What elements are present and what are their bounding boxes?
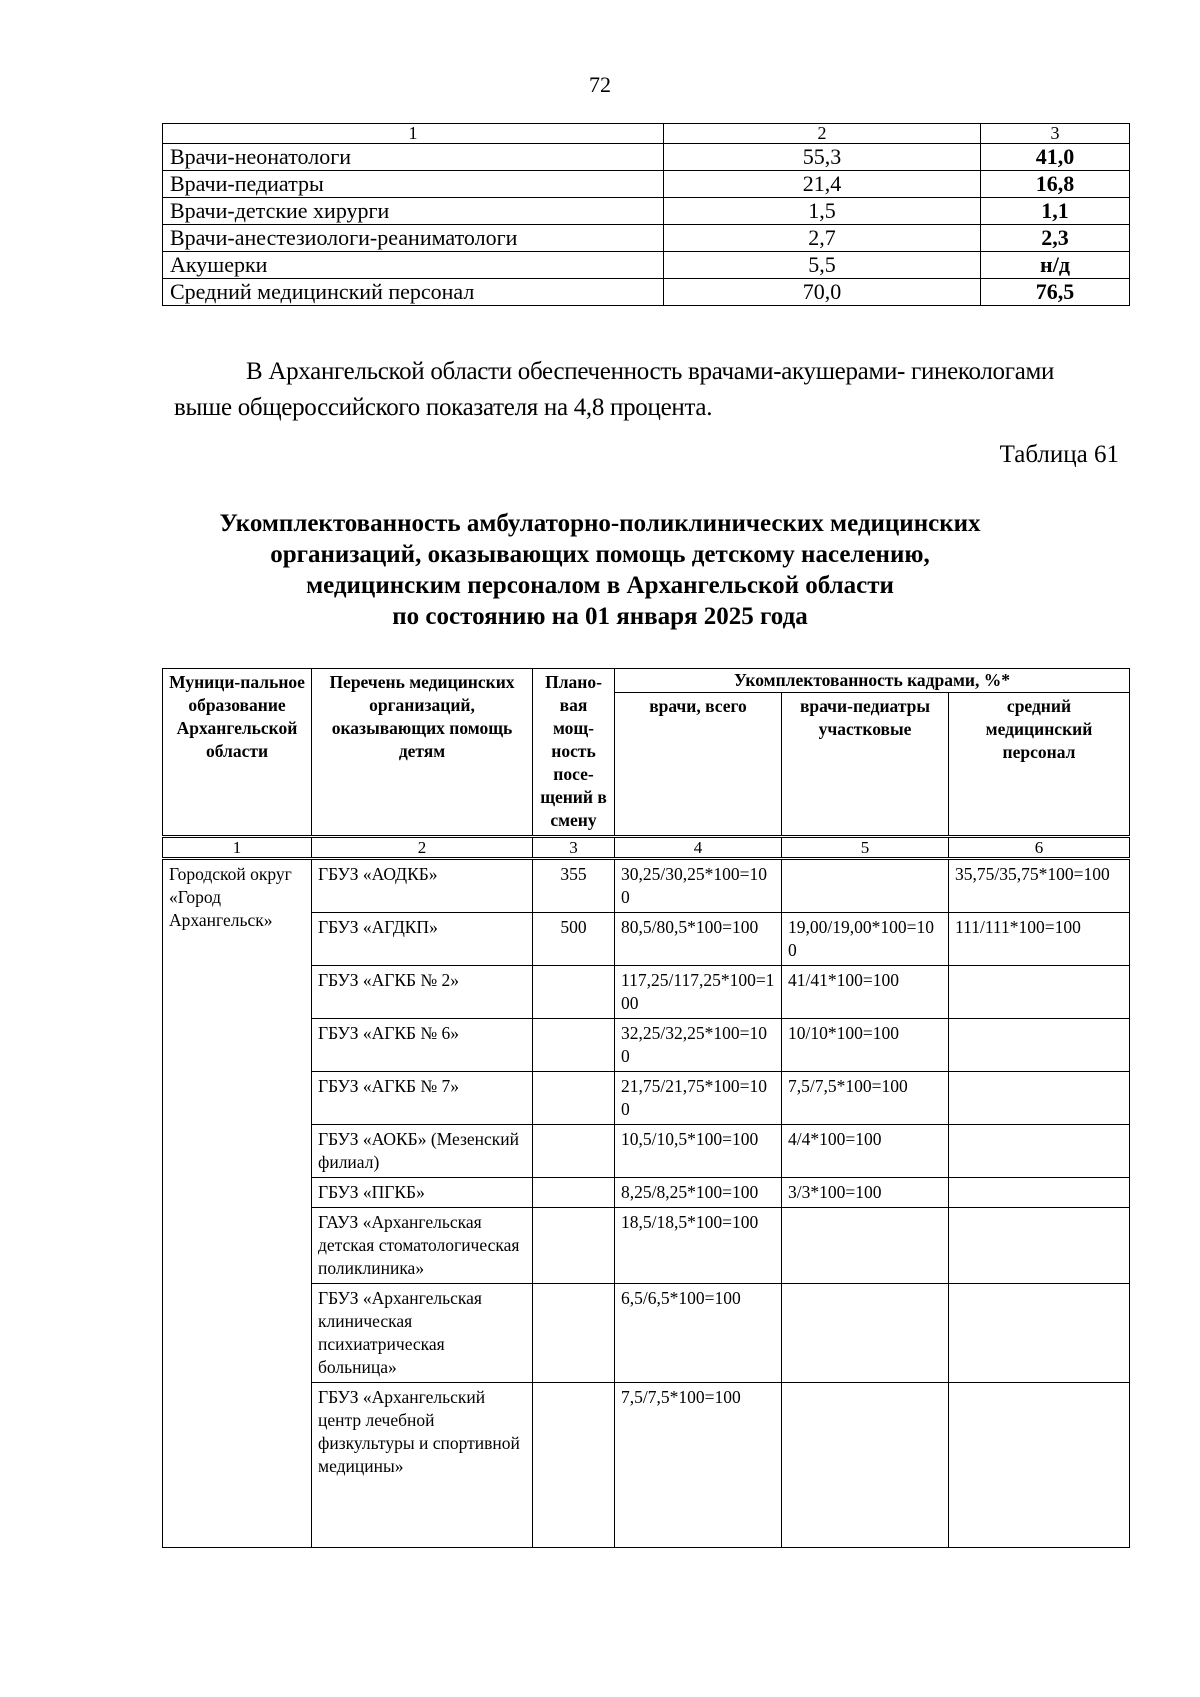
table-row bbox=[163, 279, 1130, 306]
header-row bbox=[163, 669, 1130, 693]
column-number-row bbox=[163, 837, 1130, 859]
top-table-header bbox=[163, 124, 1130, 144]
pediatricians-cell: 4/4*100=100 bbox=[782, 1125, 949, 1178]
pediatricians-cell: 7,5/7,5*100=100 bbox=[782, 1072, 949, 1125]
header-organizations: Перечень медицинских организаций, оказывающих помощь детям bbox=[312, 669, 533, 837]
nurses-cell bbox=[949, 966, 1130, 1019]
org-cell: ГБУЗ «АОКБ» (Мезенский филиал) bbox=[312, 1125, 533, 1178]
doctors-cell: 80,5/80,5*100=100 bbox=[615, 913, 782, 966]
column-number: 4 bbox=[615, 837, 782, 859]
title-line: медицинским персоналом в Архангельской области bbox=[306, 572, 894, 599]
paragraph-line: В Архангельской области обеспеченность врачами-акушерами- гинекологами bbox=[246, 358, 1055, 385]
row-label: Врачи-неонатологи bbox=[163, 144, 664, 171]
staffing-table bbox=[162, 668, 1130, 1548]
column-number: 6 bbox=[949, 837, 1130, 859]
capacity-cell bbox=[533, 1178, 615, 1208]
row-value: 21,4 bbox=[664, 171, 981, 198]
doctors-cell: 32,25/32,25*100=100 bbox=[615, 1019, 782, 1072]
doctors-cell: 21,75/21,75*100=100 bbox=[615, 1072, 782, 1125]
header-cell: 2 bbox=[664, 124, 981, 144]
doctors-cell: 6,5/6,5*100=100 bbox=[615, 1284, 782, 1383]
nurses-cell bbox=[949, 1178, 1130, 1208]
doctors-cell: 7,5/7,5*100=100 bbox=[615, 1383, 782, 1548]
capacity-cell: 355 bbox=[533, 859, 615, 913]
column-number: 2 bbox=[312, 837, 533, 859]
capacity-cell bbox=[533, 1125, 615, 1178]
row-value-bold: н/д bbox=[981, 252, 1130, 279]
nurses-cell bbox=[949, 1019, 1130, 1072]
row-value: 55,3 bbox=[664, 144, 981, 171]
table-row bbox=[163, 144, 1130, 171]
header-pediatricians: врачи-педиатры участковые bbox=[782, 693, 949, 837]
row-value: 70,0 bbox=[664, 279, 981, 306]
capacity-cell bbox=[533, 1383, 615, 1548]
org-cell: ГБУЗ «Архангельский центр лечебной физкультуры и спортивной медицины» bbox=[312, 1383, 533, 1548]
top-table bbox=[162, 123, 1130, 306]
body-paragraph bbox=[174, 354, 1129, 426]
pediatricians-cell bbox=[782, 859, 949, 913]
row-label: Врачи-анестезиологи-реаниматологи bbox=[163, 225, 664, 252]
table-row bbox=[163, 252, 1130, 279]
doctors-cell: 10,5/10,5*100=100 bbox=[615, 1125, 782, 1178]
column-number: 5 bbox=[782, 837, 949, 859]
doctors-cell: 18,5/18,5*100=100 bbox=[615, 1208, 782, 1284]
row-value-bold: 41,0 bbox=[981, 144, 1130, 171]
org-cell: ГБУЗ «ПГКБ» bbox=[312, 1178, 533, 1208]
doctors-cell: 8,25/8,25*100=100 bbox=[615, 1178, 782, 1208]
row-label: Врачи-педиатры bbox=[163, 171, 664, 198]
pediatricians-cell: 19,00/19,00*100=100 bbox=[782, 913, 949, 966]
header-doctors: врачи, всего bbox=[615, 693, 782, 837]
capacity-cell bbox=[533, 966, 615, 1019]
header-cell: 3 bbox=[981, 124, 1130, 144]
row-value: 5,5 bbox=[664, 252, 981, 279]
capacity-cell bbox=[533, 1019, 615, 1072]
nurses-cell bbox=[949, 1284, 1130, 1383]
header-capacity: Плано-вая мощ-ность посе-щений в смену bbox=[533, 669, 615, 837]
nurses-cell bbox=[949, 1208, 1130, 1284]
doctors-cell: 117,25/117,25*100=100 bbox=[615, 966, 782, 1019]
row-label: Врачи-детские хирурги bbox=[163, 198, 664, 225]
column-number: 1 bbox=[163, 837, 312, 859]
header-staffing-group: Укомплектованность кадрами, %* bbox=[615, 669, 1130, 693]
capacity-cell bbox=[533, 1208, 615, 1284]
pediatricians-cell bbox=[782, 1383, 949, 1548]
page-number: 72 bbox=[589, 72, 611, 97]
table-row bbox=[163, 225, 1130, 252]
title-line: по состоянию на 01 января 2025 года bbox=[392, 603, 808, 630]
nurses-cell bbox=[949, 1383, 1130, 1548]
pediatricians-cell bbox=[782, 1208, 949, 1284]
table-row bbox=[163, 171, 1130, 198]
row-label: Средний медицинский персонал bbox=[163, 279, 664, 306]
row-label: Акушерки bbox=[163, 252, 664, 279]
row-value-bold: 1,1 bbox=[981, 198, 1130, 225]
org-cell: ГБУЗ «АГДКП» bbox=[312, 913, 533, 966]
org-cell: ГБУЗ «АГКБ № 6» bbox=[312, 1019, 533, 1072]
pediatricians-cell: 41/41*100=100 bbox=[782, 966, 949, 1019]
org-cell: ГБУЗ «АОДКБ» bbox=[312, 859, 533, 913]
table-row bbox=[163, 198, 1130, 225]
capacity-cell bbox=[533, 1072, 615, 1125]
nurses-cell bbox=[949, 1072, 1130, 1125]
header-municipality: Муници-пальное образование Архангельской области bbox=[163, 669, 312, 837]
pediatricians-cell bbox=[782, 1284, 949, 1383]
table-title bbox=[150, 508, 1050, 632]
capacity-cell: 500 bbox=[533, 913, 615, 966]
row-value-bold: 76,5 bbox=[981, 279, 1130, 306]
row-value: 1,5 bbox=[664, 198, 981, 225]
org-cell: ГБУЗ «Архангельская клиническая психиатрическая больница» bbox=[312, 1284, 533, 1383]
row-value-bold: 2,3 bbox=[981, 225, 1130, 252]
nurses-cell: 111/111*100=100 bbox=[949, 913, 1130, 966]
paragraph-line: выше общероссийского показателя на 4,8 процента. bbox=[174, 394, 713, 421]
org-cell: ГАУЗ «Архангельская детская стоматологическая поликлиника» bbox=[312, 1208, 533, 1284]
pediatricians-cell: 10/10*100=100 bbox=[782, 1019, 949, 1072]
capacity-cell bbox=[533, 1284, 615, 1383]
nurses-cell bbox=[949, 1125, 1130, 1178]
table-label: Таблица 61 bbox=[999, 441, 1119, 468]
header-nurses: средний медицинский персонал bbox=[949, 693, 1130, 837]
row-value-bold: 16,8 bbox=[981, 171, 1130, 198]
pediatricians-cell: 3/3*100=100 bbox=[782, 1178, 949, 1208]
org-cell: ГБУЗ «АГКБ № 2» bbox=[312, 966, 533, 1019]
table-row bbox=[163, 859, 1130, 913]
header-cell: 1 bbox=[163, 124, 664, 144]
title-line: Укомплектованность амбулаторно-поликлинических медицинских bbox=[219, 510, 981, 537]
title-line: организаций, оказывающих помощь детскому населению, bbox=[270, 541, 930, 568]
doctors-cell: 30,25/30,25*100=100 bbox=[615, 859, 782, 913]
nurses-cell: 35,75/35,75*100=100 bbox=[949, 859, 1130, 913]
org-cell: ГБУЗ «АГКБ № 7» bbox=[312, 1072, 533, 1125]
row-value: 2,7 bbox=[664, 225, 981, 252]
municipality-cell: Городской округ «Город Архангельск» bbox=[163, 859, 312, 1548]
column-number: 3 bbox=[533, 837, 615, 859]
